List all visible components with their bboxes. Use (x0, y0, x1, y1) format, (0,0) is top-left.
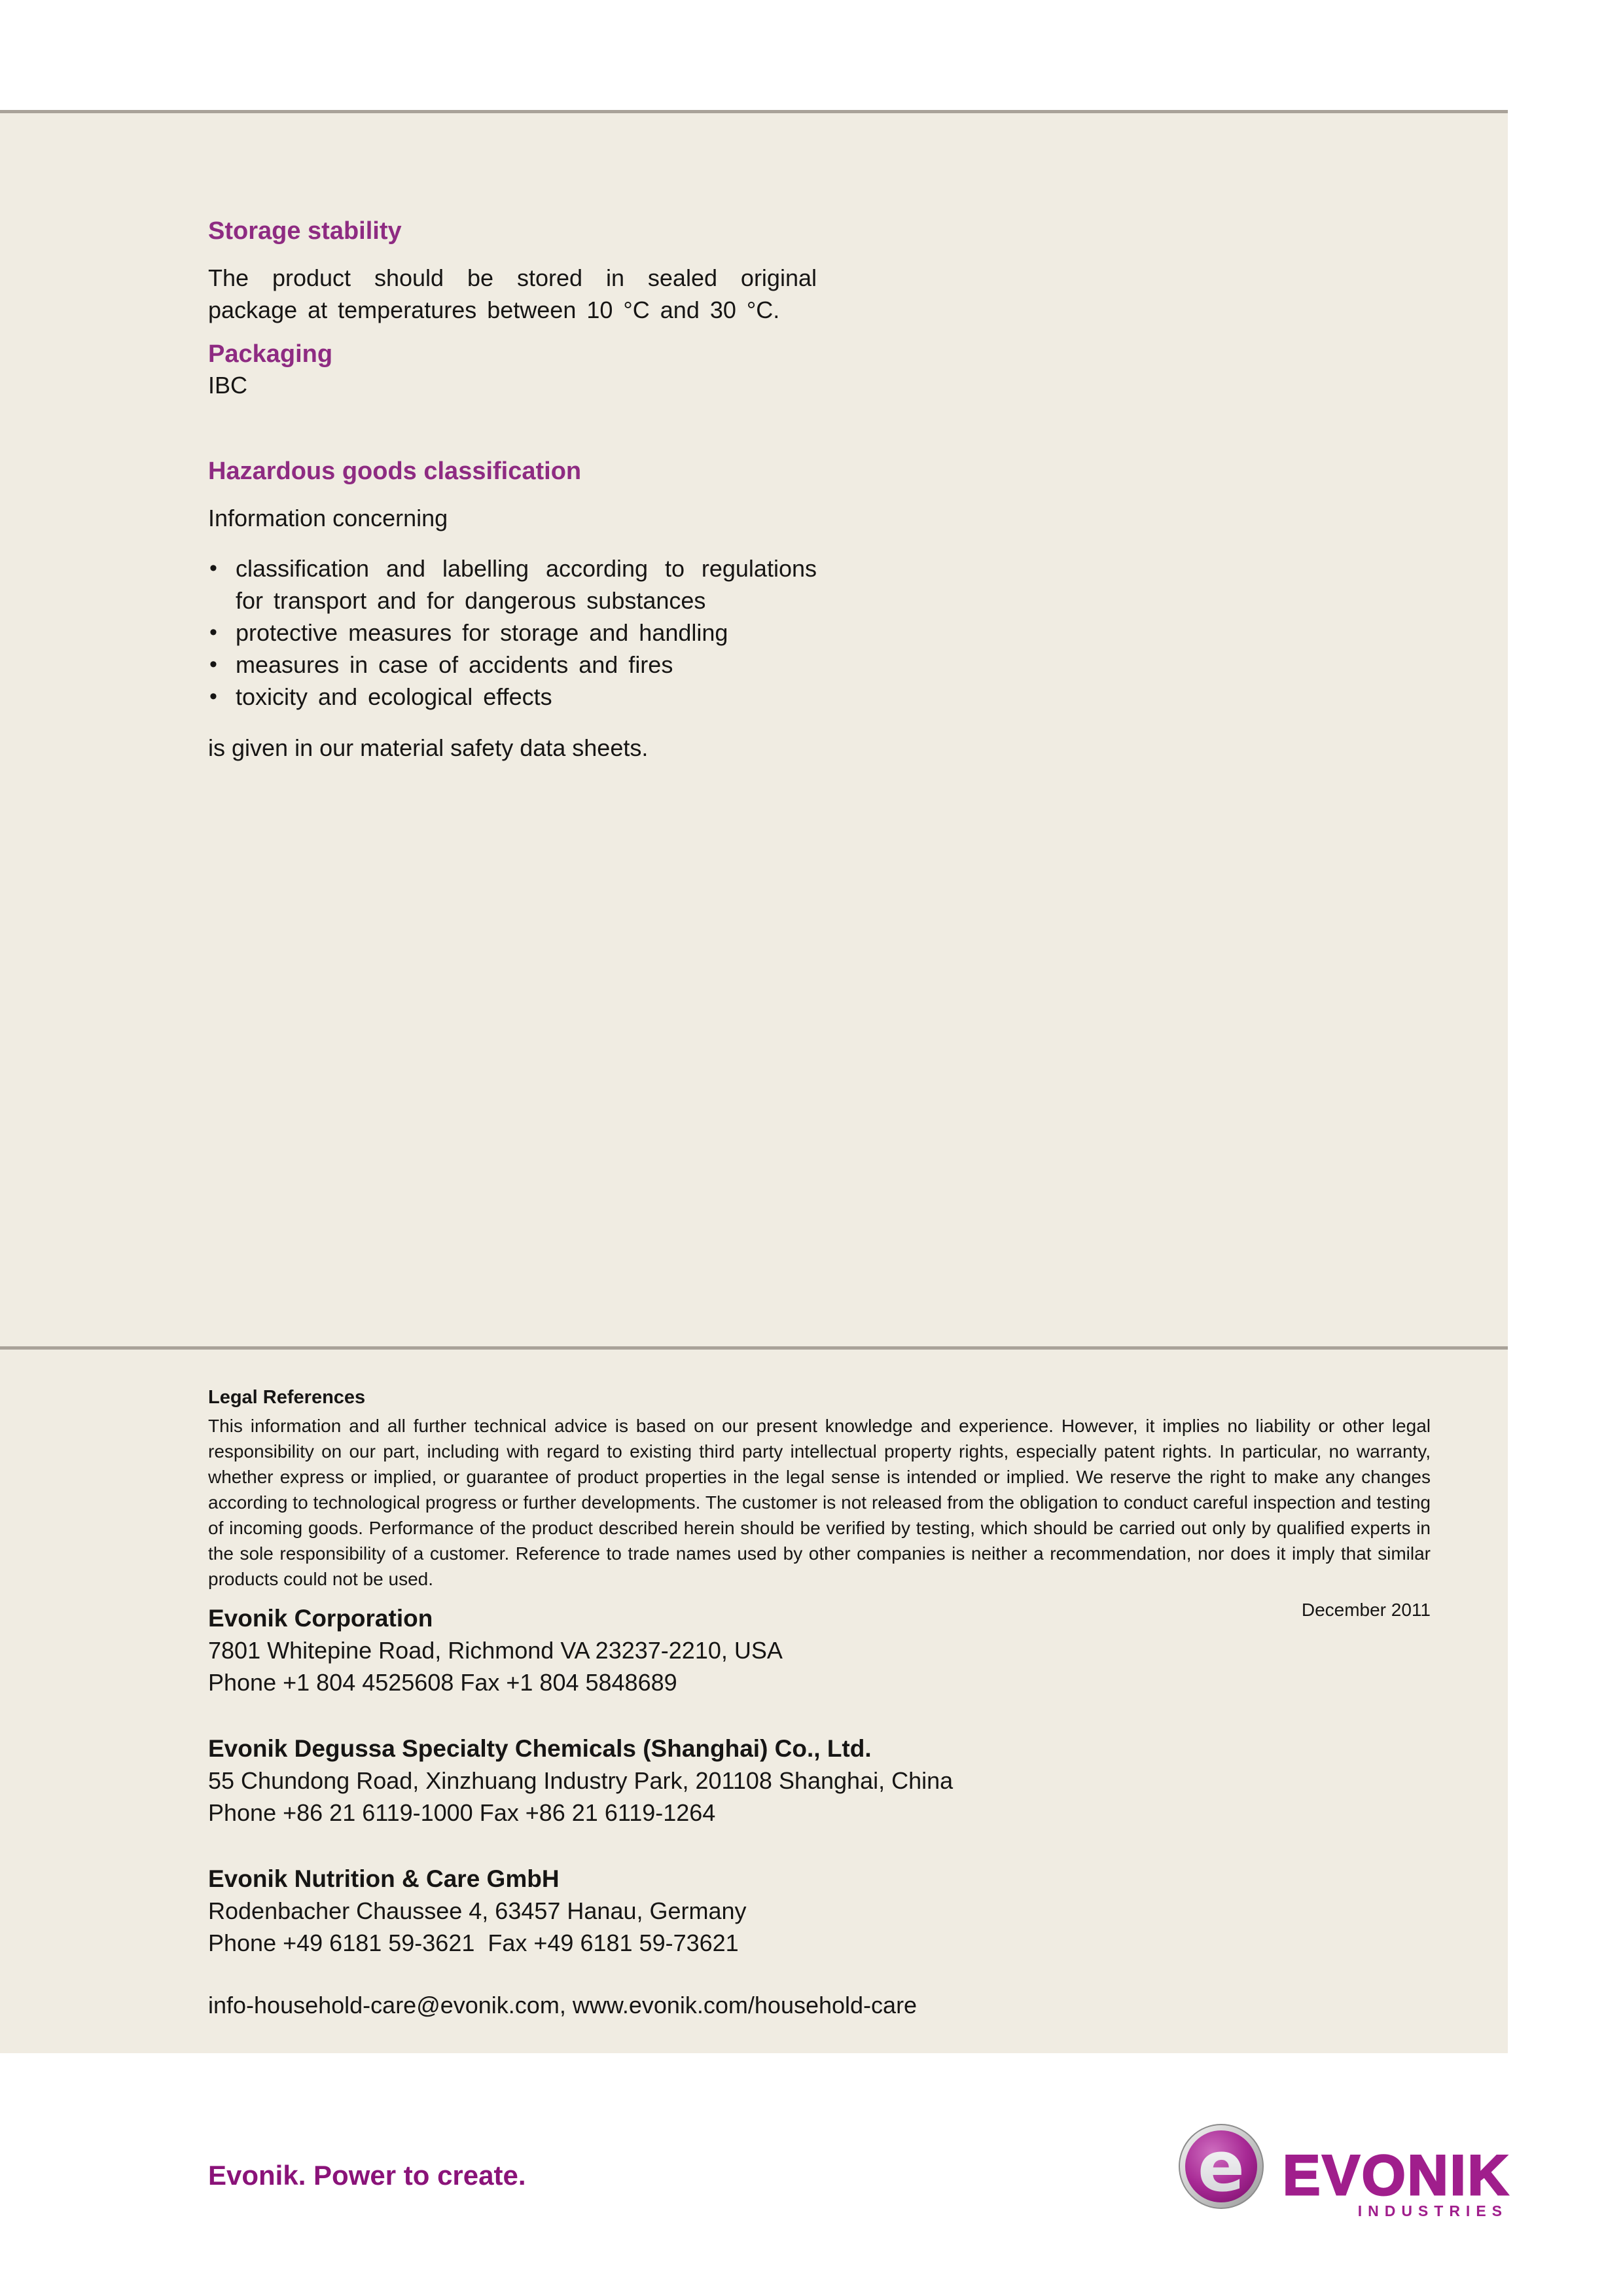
list-item (208, 681, 817, 713)
contact-block-shanghai (208, 1732, 1425, 1829)
document-date: December 2011 (1301, 1600, 1431, 1620)
logo-e-glyph: e (1198, 2126, 1245, 2207)
section-title-packaging: Packaging (208, 340, 333, 368)
list-item (208, 649, 817, 681)
legal-divider (0, 1346, 1508, 1350)
legal-section (208, 1385, 1431, 1623)
list-item (208, 617, 817, 649)
evonik-logo (1178, 2121, 1518, 2258)
hazard-intro-text: Information concerning (208, 505, 448, 531)
company-name: Evonik Corporation (208, 1605, 433, 1632)
list-item-text: measures in case of accidents and fires (236, 651, 673, 678)
legal-references-title: Legal References (208, 1387, 366, 1408)
legal-references-text: This information and all further technical advice is based on our present knowledge and experience. However, it implies no liability or other legal responsibility on our part, including with regard to existing third party intellectual property rights, especially patent rights. In particular, no warranty, whether express or implied, or guarantee of product properties in the legal sense is intended or implied. We reserve the right to make any changes according to technological progress or further developments. The customer is not released from the obligation to conduct careful inspection and testing of incoming goods. Performance of the product described herein should be verified by testing, which should be carried out only by qualified experts in the sole responsibility of a customer. Reference to trade names used by other companies is neither a recommendation, nor does it imply that similar products could not be used. (208, 1416, 1431, 1589)
contact-block-germany (208, 1863, 1425, 1959)
bullet-icon: • (209, 652, 217, 677)
main-column (208, 216, 817, 764)
bullet-icon: • (209, 620, 217, 645)
company-name: Evonik Degussa Specialty Chemicals (Shanghai) Co., Ltd. (208, 1735, 872, 1762)
section-title-storage-stability: Storage stability (208, 217, 402, 245)
hazard-outro-text: is given in our material safety data sheets. (208, 734, 649, 761)
list-item-text: toxicity and ecological effects (236, 683, 552, 710)
email-website-line: info-household-care@evonik.com, www.evonik.com/household-care (208, 1992, 918, 2018)
company-address: Rodenbacher Chaussee 4, 63457 Hanau, Germany (208, 1897, 747, 1924)
bullet-icon: • (209, 684, 217, 709)
section-title-hazardous-goods: Hazardous goods classification (208, 457, 582, 485)
packaging-text: IBC (208, 372, 248, 399)
company-name: Evonik Nutrition & Care GmbH (208, 1865, 560, 1892)
company-phone: Phone +1 804 4525608 Fax +1 804 5848689 (208, 1669, 677, 1696)
evonik-logo-graphic (1178, 2121, 1518, 2258)
bullet-icon: • (209, 556, 217, 581)
list-item-text: classification and labelling according to regulations for transport and for dangerous substances (236, 555, 817, 614)
evonik-tagline: Evonik. Power to create. (208, 2160, 526, 2191)
contacts-section (208, 1602, 1425, 2021)
hazard-bullet-list (208, 552, 817, 713)
storage-stability-text: The product should be stored in sealed original package at temperatures between 10 °C and 30 °C. (208, 264, 817, 323)
list-item (208, 552, 817, 617)
logo-badge-icon (1179, 2125, 1263, 2208)
contact-block-usa (208, 1602, 1425, 1698)
list-item-text: protective measures for storage and handling (236, 619, 728, 646)
company-address: 7801 Whitepine Road, Richmond VA 23237-2210, USA (208, 1637, 783, 1664)
company-phone: Phone +86 21 6119-1000 Fax +86 21 6119-1264 (208, 1799, 716, 1826)
logo-wordmark-text: EVONIK (1283, 2144, 1510, 2207)
company-phone: Phone +49 6181 59-3621 Fax +49 6181 59-73621 (208, 1929, 739, 1956)
company-address: 55 Chundong Road, Xinzhuang Industry Park, 201108 Shanghai, China (208, 1767, 954, 1794)
logo-industries-text: INDUSTRIES (1357, 2202, 1508, 2219)
